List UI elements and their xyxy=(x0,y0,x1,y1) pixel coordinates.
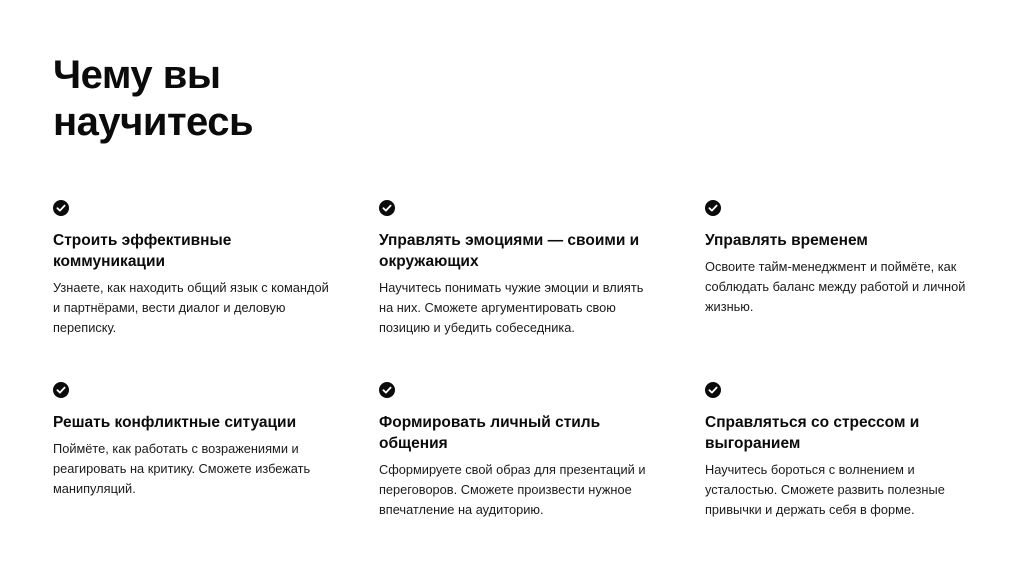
skill-title: Строить эффективные коммуникации xyxy=(53,232,232,270)
skill-description: Сформируете свой образ для презентаций и переговоров. Сможете произвести нужное впечатление на аудиторию. xyxy=(379,462,646,517)
skill-description: Освоите тайм-менеджмент и поймёте, как соблюдать баланс между работой и личной жизнью. xyxy=(705,259,966,314)
skill-card-style xyxy=(379,382,705,564)
skill-title: Управлять эмоциями — своими и окружающих xyxy=(379,232,640,270)
skill-description: Поймёте, как работать с возражениями и реагировать на критику. Сможете избежать манипуляций. xyxy=(53,441,311,496)
skill-card-stress xyxy=(705,382,993,564)
skill-card-emotions xyxy=(379,200,705,382)
skill-description: Узнаете, как находить общий язык с командой и партнёрами, вести диалог и деловую переписку. xyxy=(53,280,329,335)
section-title: Чему вы научитесь xyxy=(53,53,254,144)
skill-card-communication xyxy=(53,200,379,382)
check-circle-icon xyxy=(379,382,395,398)
check-circle-icon xyxy=(705,382,721,398)
skill-card-time xyxy=(705,200,993,382)
skill-title: Формировать личный стиль общения xyxy=(379,414,601,452)
skill-title: Управлять временем xyxy=(705,232,868,249)
check-circle-icon xyxy=(53,382,69,398)
skills-grid xyxy=(53,200,993,564)
skill-card-conflicts xyxy=(53,382,379,564)
skill-title: Решать конфликтные ситуации xyxy=(53,414,297,431)
check-circle-icon xyxy=(705,200,721,216)
skill-title: Справляться со стрессом и выгоранием xyxy=(705,414,920,452)
skill-description: Научитесь понимать чужие эмоции и влиять на них. Сможете аргументировать свою позицию и убедить собеседника. xyxy=(379,280,644,335)
check-circle-icon xyxy=(53,200,69,216)
skill-description: Научитесь бороться с волнением и усталостью. Сможете развить полезные привычки и держать себя в форме. xyxy=(705,462,945,517)
check-circle-icon xyxy=(379,200,395,216)
